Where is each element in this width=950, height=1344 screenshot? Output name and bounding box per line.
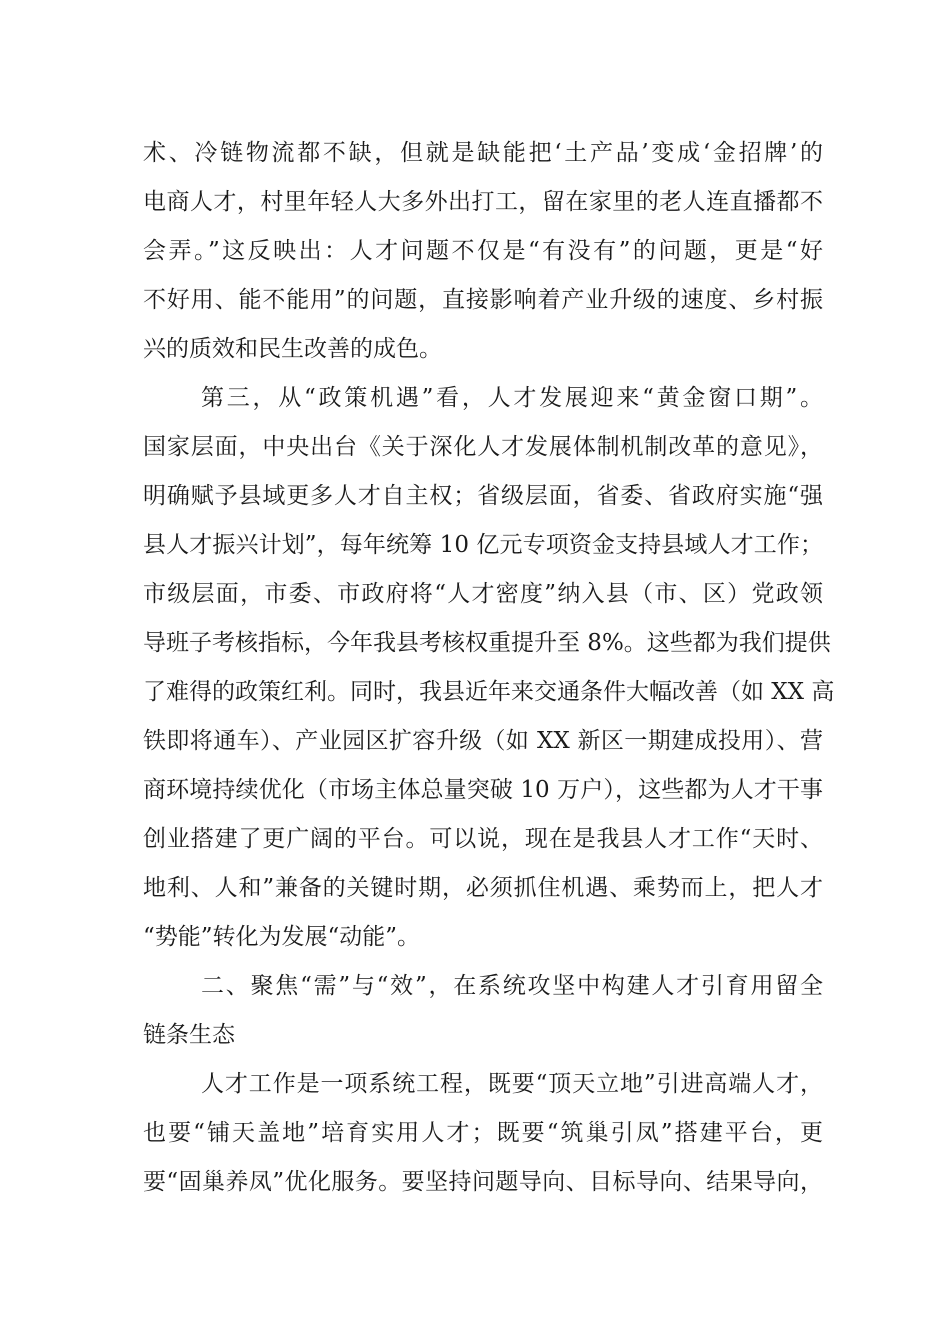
text-line: 县人才振兴计划”，每年统筹 10 亿元专项资金支持县域人才工作； xyxy=(143,532,823,558)
text-line: 国家层面，中央出台《关于深化人才发展体制机制改革的意见》， xyxy=(143,434,823,460)
text-line: 了难得的政策红利。同时，我县近年来交通条件大幅改善（如 XX 高 xyxy=(143,679,835,705)
text-line: 地利、人和”兼备的关键时期，必须抓住机遇、乘势而上，把人才 xyxy=(143,875,823,901)
text-line: 创业搭建了更广阔的平台。可以说，现在是我县人才工作“天时、 xyxy=(143,826,823,852)
text-line: 电商人才，村里年轻人大多外出打工，留在家里的老人连直播都不 xyxy=(143,189,823,215)
section-heading-line: 链条生态 xyxy=(143,1022,235,1048)
section-heading-line: 二、聚焦“需”与“效”，在系统攻坚中构建人才引育用留全 xyxy=(201,973,823,999)
paragraph-heading-line: 第三，从“政策机遇”看，人才发展迎来“黄金窗口期”。 xyxy=(201,385,823,411)
text-line: 兴的质效和民生改善的成色。 xyxy=(143,336,442,362)
text-line: 不好用、能不能用”的问题，直接影响着产业升级的速度、乡村振 xyxy=(143,287,823,313)
text-line: 市级层面，市委、市政府将“人才密度”纳入县（市、区）党政领 xyxy=(143,581,823,607)
text-line: 铁即将通车）、产业园区扩容升级（如 XX 新区一期建成投用）、营 xyxy=(143,728,823,754)
text-line: 人才工作是一项系统工程，既要“顶天立地”引进高端人才， xyxy=(201,1071,823,1097)
text-line: 明确赋予县域更多人才自主权；省级层面，省委、省政府实施“强 xyxy=(143,483,823,509)
body-text xyxy=(143,129,835,1207)
text-line: “势能”转化为发展“动能”。 xyxy=(143,924,421,950)
text-line: 术、冷链物流都不缺，但就是缺能把‘土产品’变成‘金招牌’的 xyxy=(143,140,823,166)
text-line: 会弄。”这反映出：人才问题不仅是“有没有”的问题，更是“好 xyxy=(143,238,823,264)
text-line: 商环境持续优化（市场主体总量突破 10 万户），这些都为人才干事 xyxy=(143,777,823,803)
text-line: 导班子考核指标，今年我县考核权重提升至 8%。这些都为我们提供 xyxy=(143,630,831,656)
text-line: 也要“铺天盖地”培育实用人才；既要“筑巢引凤”搭建平台，更 xyxy=(143,1120,823,1146)
text-line: 要“固巢养凤”优化服务。要坚持问题导向、目标导向、结果导向， xyxy=(143,1169,823,1195)
